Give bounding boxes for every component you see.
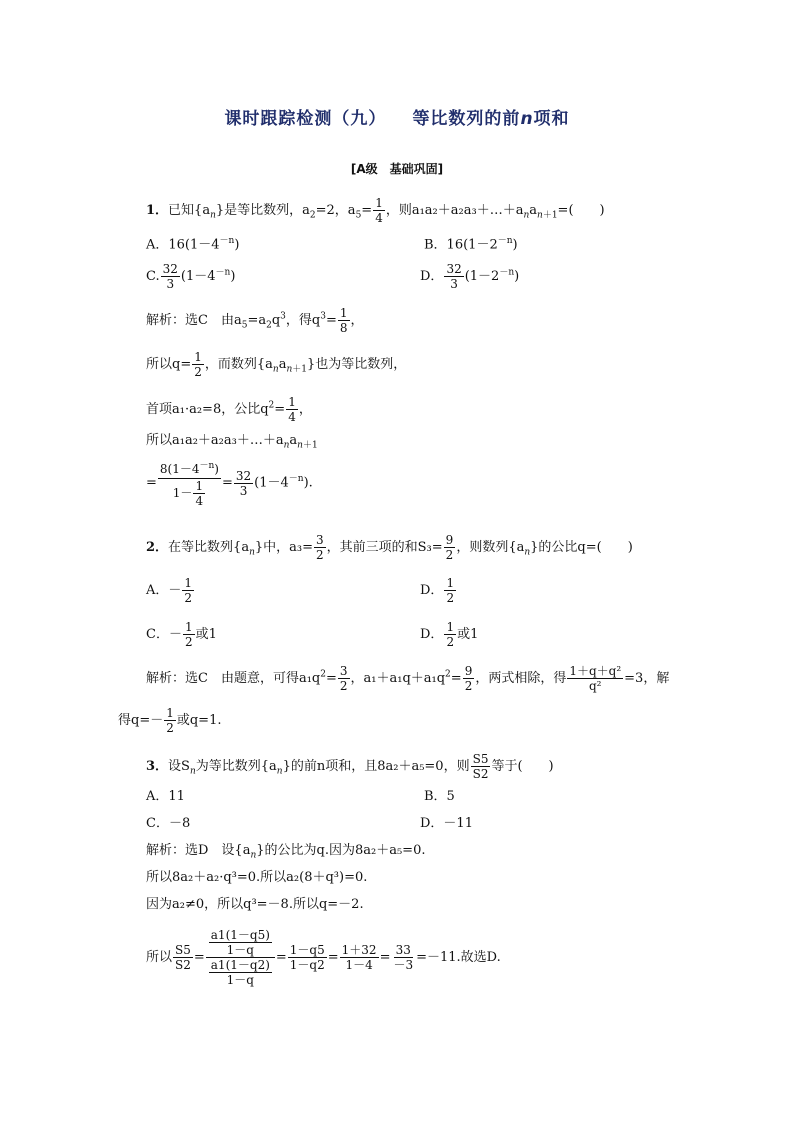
title-sub-prefix: 等比数列的前 bbox=[412, 109, 521, 129]
q1-option-d[interactable]: D． $\frac{32}{3}$ $(1-2^{-n})$ bbox=[420, 262, 520, 291]
q1-stem-f: =( ) bbox=[557, 203, 605, 218]
q3-solution-line4: 所以 $\frac{S5}{S2}$ = $\frac{\frac{a1(1-q5)}{1-q}}{\frac{a1(1-q2)}{1-q}}$ = $\frac{1-q5}{1-q2}$ = $\frac{1+32}{1-4}$ = $\frac{33}{-3}$ =－11.故选D. bbox=[146, 928, 501, 987]
q3-solution-line1: 解析：选D 设$\{a_n\}$的公比为q.因为8a₂＋a₅=0. bbox=[146, 843, 426, 861]
q1-sol-sum-frac: $8(1-4^{-n})$ 1－ $\frac{1}{4}$ bbox=[158, 458, 221, 508]
q1-solution-line2: 所以q= $\frac{1}{2}$ ，而数列$\{a_na_{n+1}\}$也为等比数列， bbox=[146, 350, 407, 379]
q1-option-a-text: A．16(1－4 bbox=[146, 237, 220, 253]
q1-sol-frac-ratio: $\frac{1}{4}$ bbox=[288, 395, 296, 424]
q2-solution-line2: 得q=－ $\frac{1}{2}$ 或q=1. bbox=[118, 706, 222, 735]
q1-option-b[interactable]: B．$16(1-2^{-n})$ bbox=[424, 236, 518, 253]
q1-sol-frac-eighth: $\frac{1}{8}$ bbox=[339, 306, 348, 335]
q1-stem-e: ，则a₁a₂＋a₂a₃＋…＋a bbox=[385, 203, 524, 218]
q1-frac-quarter: $\frac{1}{4}$ bbox=[375, 196, 383, 225]
q3-stem: 3．设$S_n$为等比数列$\{a_n\}$的前n项和，且8a₂＋a₅=0，则 $\frac{S5}{S2}$ 等于( ) bbox=[146, 752, 554, 781]
q2-number: 2． bbox=[146, 540, 169, 555]
q1-stem-a: 已知{a bbox=[168, 203, 211, 218]
q3-complex-frac: $\frac{\frac{a1(1-q5)}{1-q}}{\frac{a1(1-q2)}{1-q}}$ bbox=[206, 928, 275, 987]
q1-option-c[interactable]: C. $\frac{32}{3}$ $(1-4^{-n})$ bbox=[146, 262, 236, 291]
q1-d-frac: $\frac{32}{3}$ bbox=[446, 262, 462, 291]
q2-option-c[interactable]: C．－ $\frac{1}{2}$ 或1 bbox=[146, 620, 217, 649]
q1-stem: 1．已知$\{a_n\}$是等比数列，$a_2=2$，$a_5=$ $\frac{1}{4}$ ，则$a_1a_2+a_2a_3+\dots+a_na_{n+1}=$( ) bbox=[146, 196, 605, 225]
q1-sol-result-frac: $\frac{32}{3}$ bbox=[235, 468, 252, 498]
q2-option-b[interactable]: D． $\frac{1}{2}$ bbox=[420, 576, 455, 605]
q2-stem: 2．在等比数列$\{a_n\}$中，a₃= $\frac{3}{2}$ ，其前三项的和S₃= $\frac{9}{2}$ ，则数列$\{a_n\}$的公比q=( ) bbox=[146, 533, 633, 562]
q3-frac: $\frac{S5}{S2}$ bbox=[472, 752, 489, 781]
section-heading: [A级 基础巩固] bbox=[350, 162, 444, 176]
q3-option-a[interactable]: A．11 bbox=[146, 789, 185, 804]
q3-solution-line2: 所以8a₂＋a₂·q³=0.所以a₂(8＋q³)=0. bbox=[146, 870, 368, 885]
title-sub-suffix: 项和 bbox=[533, 109, 570, 129]
q3-option-b[interactable]: B．5 bbox=[424, 789, 455, 804]
title-n: n bbox=[520, 109, 534, 129]
q1-solution-line3: 首项a₁·a₂=8，公比$q^2=$ $\frac{1}{4}$ ， bbox=[146, 395, 312, 424]
q1-solution-line1: 解析：选C 由$a_5=a_2q^3$，得$q^3=$ $\frac{1}{8}$ ， bbox=[146, 306, 364, 335]
q3-option-c[interactable]: C．－8 bbox=[146, 816, 191, 831]
q1-option-a[interactable]: A．$16(1-4^{-n})$ bbox=[146, 236, 240, 253]
q1-solution-line4: 所以$a_1a_2+a_2a_3+\dots+a_na_{n+1}$ bbox=[146, 433, 318, 451]
q1-sol-frac-half: $\frac{1}{2}$ bbox=[194, 350, 202, 379]
q1-option-b-text: B．16(1－2 bbox=[424, 237, 498, 253]
q1-stem-c: =2，a bbox=[315, 203, 356, 218]
q1-stem-b: }是等比数列，a bbox=[215, 203, 310, 218]
q2-option-d[interactable]: D． $\frac{1}{2}$ 或1 bbox=[420, 620, 479, 649]
q2-option-a[interactable]: A．－ $\frac{1}{2}$ bbox=[146, 576, 193, 605]
page-title bbox=[0, 104, 794, 129]
q1-c-frac: $\frac{32}{3}$ bbox=[162, 262, 178, 291]
q3-number: 3． bbox=[146, 759, 169, 774]
q2-solution-line1: 解析：选C 由题意，可得$a_1q^2=$ $\frac{3}{2}$ ，$a_1+a_1q+a_1q^2=$ $\frac{9}{2}$ ，两式相除，得 $\frac{\text{1＋q＋q²}}{\text{q²}}$ =3，解 bbox=[146, 664, 670, 693]
q1-stem-d: = bbox=[361, 203, 373, 218]
title-main: 课时跟踪检测（九） bbox=[224, 109, 387, 129]
q1-solution-line5: = $8(1-4^{-n})$ 1－ $\frac{1}{4}$ = $\frac{32}{3}$ $(1-4^{-n})$. bbox=[146, 458, 313, 508]
q3-solution-line3: 因为a₂≠0，所以q³=－8.所以q=－2. bbox=[146, 897, 364, 912]
q2-frac-9-2: $\frac{9}{2}$ bbox=[445, 533, 454, 562]
q2-frac-3-2: $\frac{3}{2}$ bbox=[316, 533, 324, 562]
q3-option-d[interactable]: D．－11 bbox=[420, 816, 473, 831]
q1-number: 1． bbox=[146, 203, 169, 218]
